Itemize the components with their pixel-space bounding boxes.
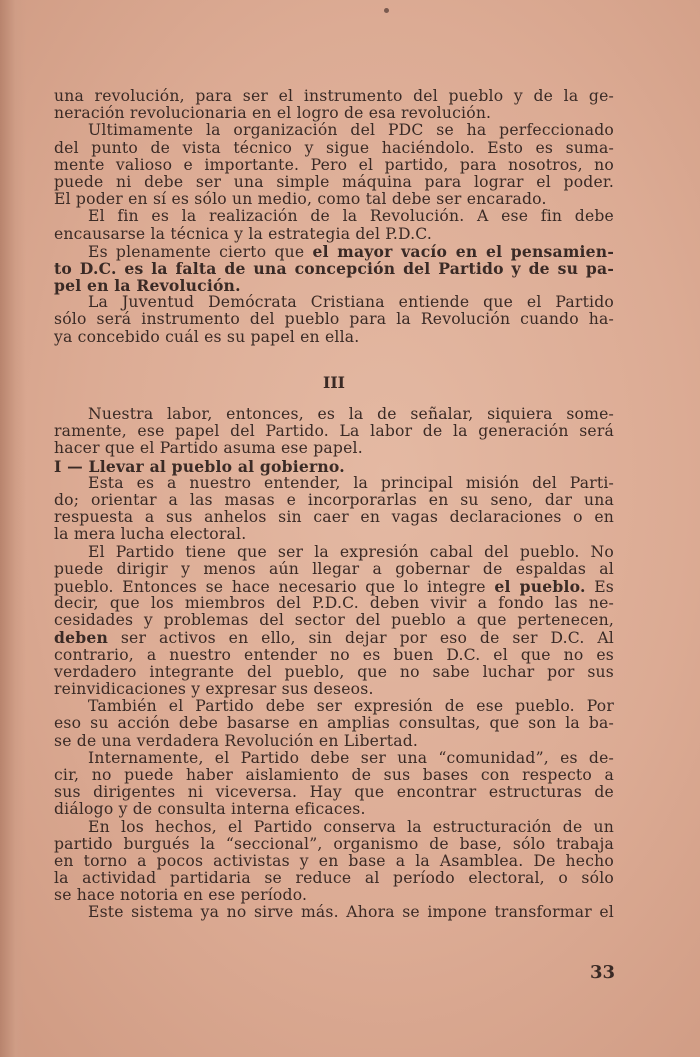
page-number: 33: [590, 962, 616, 983]
text-line: El Partido tiene que ser la expresión cabal del pueblo. No: [88, 542, 614, 561]
text-line: la actividad partidaria se reduce al período electoral, o sólo: [54, 869, 614, 888]
paper-speck: [384, 8, 389, 13]
text-line: puede ni debe ser una simple máquina para lograr el poder.: [54, 172, 614, 191]
text-line: en torno a pocos activistas y en base a la Asamblea. De hecho: [54, 851, 614, 870]
text-normal: Es plenamente cierto que: [88, 242, 313, 261]
text-line: mente valioso e importante. Pero el partido, para nosotros, no: [54, 155, 614, 174]
text-line: decir, que los miembros del P.D.C. deben vivir a fondo las ne-: [54, 594, 614, 613]
text-line: Esta es a nuestro entender, la principal misión del Parti-: [88, 473, 614, 492]
text-line: sólo será instrumento del pueblo para la Revolución cuando ha-: [54, 310, 614, 329]
text-line: Este sistema ya no sirve más. Ahora se impone transformar el: [88, 903, 614, 922]
body-text: [54, 88, 614, 922]
text-line: El poder en sí es sólo un medio, como tal debe ser encarado.: [54, 190, 547, 209]
text-bold: el pueblo.: [494, 576, 586, 596]
text-line: [54, 243, 614, 260]
text-line: Internamente, el Partido debe ser una “comunidad”, es de-: [88, 748, 614, 767]
text-line: la mera lucha electoral.: [54, 525, 247, 544]
text-line: También el Partido debe ser expresión de ese pueblo. Por: [88, 697, 614, 716]
text-line: pel en la Revolución.: [54, 276, 241, 296]
item-heading: I — Llevar al pueblo al gobierno.: [54, 456, 345, 476]
text-line: verdadero integrante del pueblo, que no sabe luchar por sus: [54, 662, 614, 681]
text-line: sus dirigentes ni viceversa. Hay que encontrar estructuras de: [54, 783, 614, 802]
text-line: puede dirigir y menos aún llegar a gobernar de espaldas al: [54, 559, 614, 578]
text-line: [54, 629, 614, 646]
page-gutter-shadow: [0, 0, 26, 1057]
text-line: del punto de vista técnico y sigue haciéndolo. Esto es suma-: [54, 138, 614, 157]
text-line: [54, 578, 614, 595]
text-line: Nuestra labor, entonces, es la de señalar, siquiera some-: [88, 405, 614, 423]
text-line: partido burgués la “seccional”, organismo de base, sólo trabaja: [54, 834, 614, 853]
text-line: to D.C. es la falta de una concepción del Partido y de su pa-: [54, 258, 614, 278]
text-line: Ultimamente la organización del PDC se ha perfeccionado: [88, 121, 614, 140]
text-line: La Juventud Demócrata Cristiana entiende que el Partido: [88, 293, 614, 312]
text-normal: ser activos en ello, sin dejar por eso de ser D.C. Al: [108, 629, 614, 648]
text-line: se hace notoria en ese período.: [54, 886, 308, 905]
text-line: encausarse la técnica y la estrategia del P.D.C.: [54, 224, 433, 243]
text-line: se de una verdadera Revolución en Libertad.: [54, 731, 419, 750]
text-line: reinvidicaciones y expresar sus deseos.: [54, 680, 374, 698]
section-heading: III: [323, 372, 345, 392]
text-line: respuesta a sus anhelos sin caer en vagas declaraciones o en: [54, 508, 614, 527]
text-line: una revolución, para ser el instrumento del pueblo y de la ge-: [54, 87, 614, 105]
text-line: ya concebido cuál es su papel en ella.: [54, 327, 360, 346]
text-line: diálogo y de consulta interna eficaces.: [54, 800, 366, 819]
text-normal: pueblo. Entonces se hace necesario que lo integre: [54, 577, 495, 596]
text-line: ramente, ese papel del Partido. La labor de la generación será: [54, 422, 614, 441]
text-bold: deben: [54, 628, 108, 648]
text-line: contrario, a nuestro entender no es buen D.C. el que no es: [54, 645, 614, 664]
text-line: eso su acción debe basarse en amplias consultas, que son la ba-: [54, 714, 614, 733]
text-line: neración revolucionaria en el logro de esa revolución.: [54, 104, 492, 123]
text-line: hacer que el Partido asuma ese papel.: [54, 439, 363, 458]
text-line: cir, no puede haber aislamiento de sus bases con respecto a: [54, 765, 614, 784]
text-line: cesidades y problemas del sector del pueblo a que pertenecen,: [54, 611, 614, 630]
text-bold: el mayor vacío en el pensamien-: [312, 241, 614, 261]
text-line: El fin es la realización de la Revolución. A ese fin debe: [88, 207, 614, 226]
text-normal: Es: [585, 577, 614, 596]
text-line: En los hechos, el Partido conserva la estructuración de un: [88, 817, 614, 836]
text-line: do; orientar a las masas e incorporarlas en su seno, dar una: [54, 490, 614, 509]
